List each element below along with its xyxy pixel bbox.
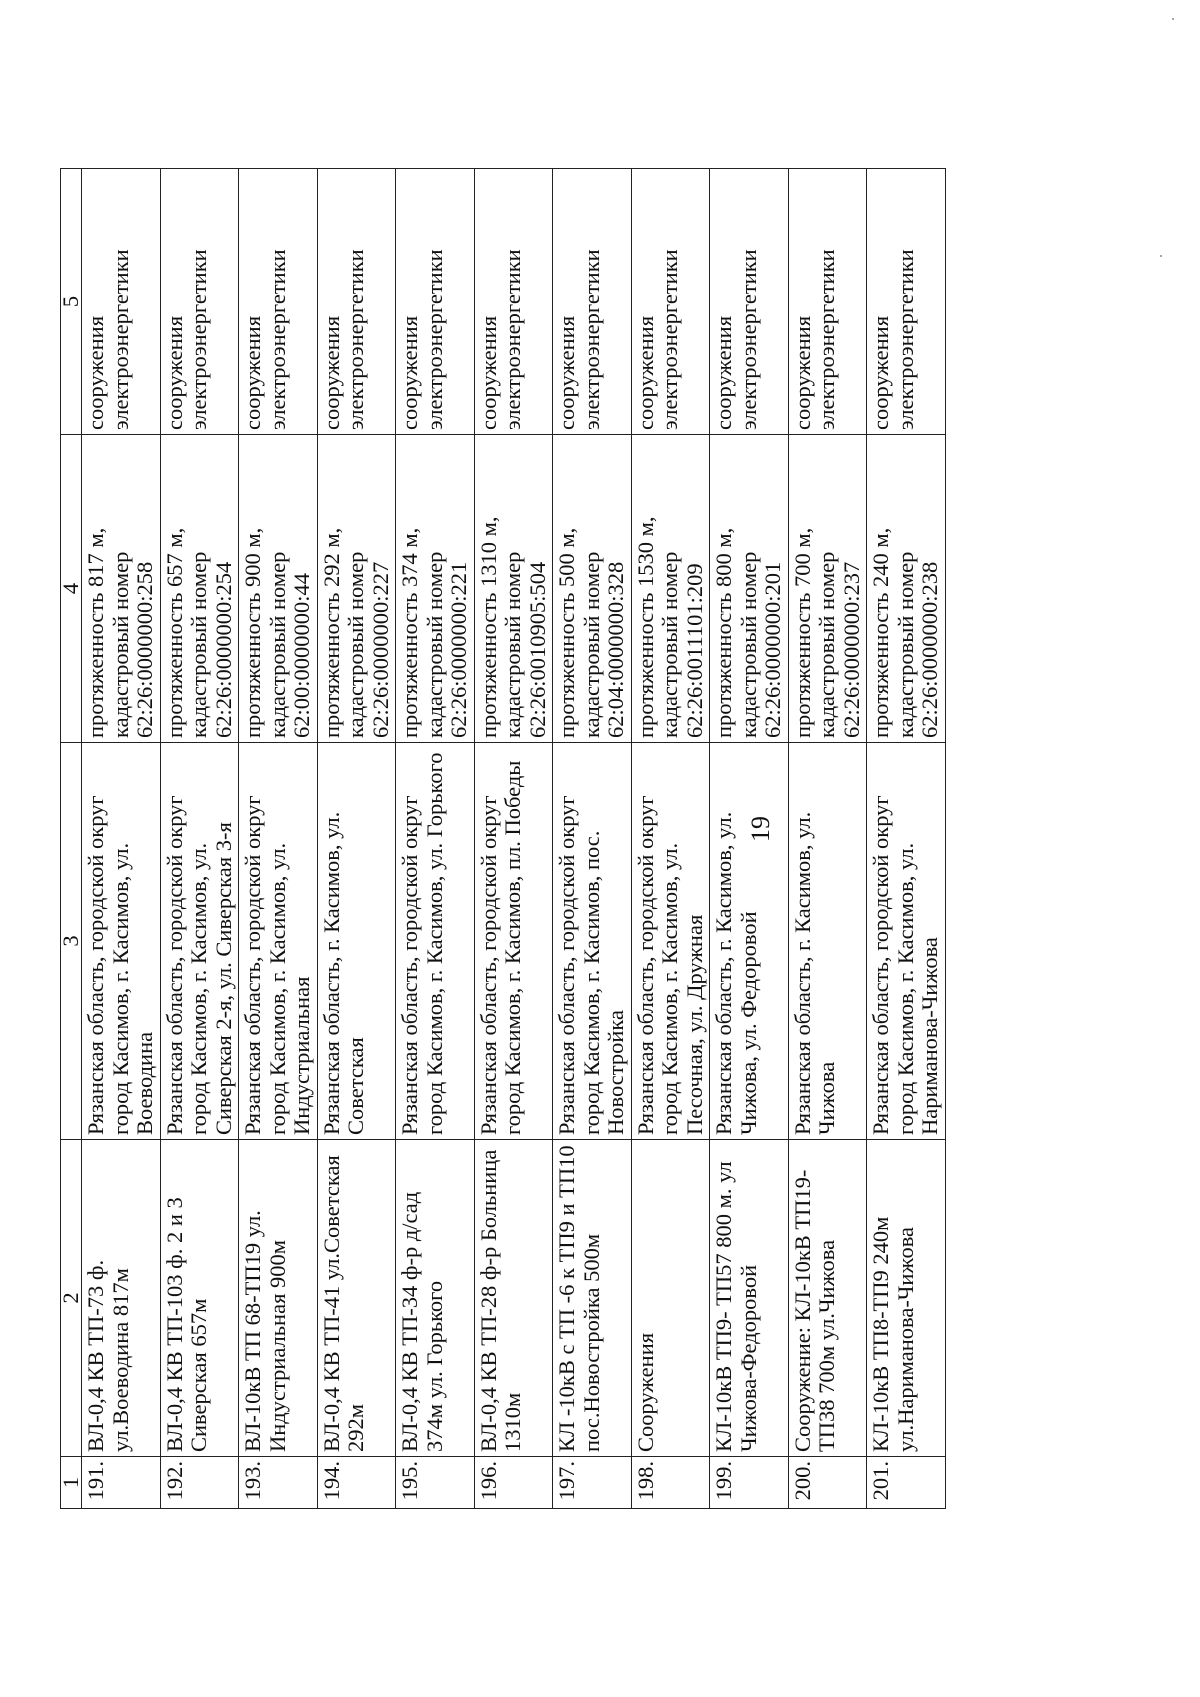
characteristic-line: протяженность 292 м,	[318, 527, 344, 738]
cell-characteristics	[553, 435, 632, 743]
cell-address: Рязанская область, г. Касимов, ул. Советская	[317, 743, 396, 1140]
scan-speck	[1160, 255, 1162, 257]
cell-characteristics	[867, 435, 946, 743]
cell-number: 199.	[710, 1457, 789, 1509]
cell-characteristics	[317, 435, 396, 743]
characteristic-line: протяженность 657 м,	[161, 527, 187, 738]
object-type-line: электроэнергетики	[343, 249, 368, 430]
characteristic-line: кадастровый номер	[735, 551, 761, 738]
table-row	[867, 169, 946, 1509]
characteristic-line: протяженность 1310 м,	[475, 516, 501, 738]
object-type-line: электроэнергетики	[500, 249, 525, 430]
cell-number: 194.	[317, 1457, 396, 1509]
cell-number: 191.	[82, 1457, 161, 1509]
cell-object-name: ВЛ-0,4 КВ ТП-41 ул.Советская 292м	[317, 1140, 396, 1457]
cell-object-name: ВЛ-0,4 КВ ТП-28 ф-р Больница 1310м	[474, 1140, 553, 1457]
object-type-line: электроэнергетики	[814, 249, 839, 430]
table-row	[160, 169, 239, 1509]
characteristic-line: 62:26:0000000:227	[367, 561, 393, 738]
characteristic-line: протяженность 500 м,	[554, 527, 579, 738]
characteristic-line: протяженность 700 м,	[789, 527, 815, 738]
characteristic-line: 62:26:0011101:209	[681, 563, 707, 738]
cell-object-name: КЛ-10кВ ТП8-ТП9 240м ул.Нариманова-Чижова	[867, 1140, 946, 1457]
cell-characteristics	[631, 435, 710, 743]
characteristic-line: кадастровый номер	[107, 551, 133, 738]
characteristic-line: протяженность 900 м,	[240, 527, 265, 738]
characteristic-line: 62:26:0000000:258	[132, 561, 157, 738]
object-type-line: сооружения	[318, 315, 344, 430]
cell-address: Рязанская область, городской округ город Касимов, г. Касимов, ул. Песочная, ул. Дружная	[631, 743, 710, 1140]
cell-characteristics	[396, 435, 475, 743]
page-number: 19	[746, 816, 775, 842]
cell-object-type	[631, 169, 710, 435]
cell-characteristics	[710, 435, 789, 743]
cell-number: 197.	[553, 1457, 632, 1509]
characteristic-line: 62:04:0000000:328	[603, 561, 628, 738]
header-col-3: 3	[61, 743, 82, 1140]
object-type-line: электроэнергетики	[657, 249, 682, 430]
cell-address: Рязанская область, городской округ город Касимов, г. Касимов, пос. Новостройка	[553, 743, 632, 1140]
table-body	[82, 169, 946, 1509]
header-col-2: 2	[61, 1140, 82, 1457]
object-type-line: сооружения	[868, 315, 893, 430]
cell-address: Рязанская область, городской округ город Касимов, г. Касимов, ул. Воеводина	[82, 743, 161, 1140]
cell-address: Рязанская область, городской округ город Касимов, г. Касимов, пл. Победы	[474, 743, 553, 1140]
cell-number: 192.	[160, 1457, 239, 1509]
cell-address: Рязанская область, городской округ город Касимов, г. Касимов, ул. Сиверская 2-я, ул. Сиверская 3-я	[160, 743, 239, 1140]
cell-number: 201.	[867, 1457, 946, 1509]
characteristic-line: кадастровый номер	[657, 551, 682, 738]
cell-object-type	[239, 169, 318, 435]
characteristic-line: 62:26:0000000:238	[917, 561, 942, 738]
cell-characteristics	[474, 435, 553, 743]
table-row	[553, 169, 632, 1509]
cell-object-type	[474, 169, 553, 435]
cell-address: Рязанская область, городской округ город Касимов, г. Касимов, ул. Горького	[396, 743, 475, 1140]
cell-number: 200.	[788, 1457, 867, 1509]
cell-object-type	[82, 169, 161, 435]
object-type-line: электроэнергетики	[421, 249, 447, 430]
characteristic-line: кадастровый номер	[186, 551, 211, 738]
table-row	[317, 169, 396, 1509]
cell-characteristics	[82, 435, 161, 743]
characteristic-line: 62:26:0000000:201	[760, 561, 785, 738]
table-row	[474, 169, 553, 1509]
characteristic-line: кадастровый номер	[578, 551, 604, 738]
object-type-line: сооружения	[240, 315, 265, 430]
characteristic-line: протяженность 800 м,	[711, 527, 736, 738]
characteristic-line: 62:26:0000000:237	[838, 561, 864, 738]
characteristic-line: 62:00:0000000:44	[289, 572, 314, 738]
cell-object-name: Сооружения	[631, 1140, 710, 1457]
object-type-line: сооружения	[83, 315, 108, 430]
object-type-line: электроэнергетики	[735, 249, 761, 430]
cell-address: Рязанская область, г. Касимов, ул. Чижова	[788, 743, 867, 1140]
object-type-line: электроэнергетики	[578, 249, 604, 430]
cell-number: 196.	[474, 1457, 553, 1509]
cell-address: Рязанская область, городской округ город Касимов, г. Касимов, ул. Индустриальная	[239, 743, 318, 1140]
object-type-line: электроэнергетики	[264, 249, 290, 430]
cell-address: Рязанская область, г. Касимов, ул. Чижова, ул. Федоровой	[710, 743, 789, 1140]
characteristic-line: протяженность 817 м,	[83, 527, 108, 738]
object-type-line: сооружения	[711, 315, 736, 430]
scan-speck	[1172, 18, 1174, 20]
cell-object-type	[788, 169, 867, 435]
cell-object-name: ВЛ-10кВ ТП 68-ТП19 ул. Индустриальная 900м	[239, 1140, 318, 1457]
table-row	[710, 169, 789, 1509]
cell-object-type	[553, 169, 632, 435]
cell-object-name: Сооружение: КЛ-10кВ ТП19-ТП38 700м ул.Чижова	[788, 1140, 867, 1457]
characteristic-line: кадастровый номер	[892, 551, 918, 738]
characteristic-line: кадастровый номер	[500, 551, 525, 738]
characteristic-line: кадастровый номер	[343, 551, 368, 738]
header-col-1: 1	[61, 1457, 82, 1509]
cell-object-type	[160, 169, 239, 435]
object-type-line: сооружения	[397, 315, 422, 430]
cell-object-name: КЛ-10кВ ТП9- ТП57 800 м. ул Чижова-Федоровой	[710, 1140, 789, 1457]
object-type-line: электроэнергетики	[186, 249, 211, 430]
characteristic-line: кадастровый номер	[814, 551, 839, 738]
cell-object-type	[317, 169, 396, 435]
header-col-4: 4	[61, 435, 82, 743]
characteristic-line: протяженность 374 м,	[397, 527, 422, 738]
cell-object-type	[710, 169, 789, 435]
cell-object-type	[867, 169, 946, 435]
object-type-line: сооружения	[475, 315, 501, 430]
object-type-line: электроэнергетики	[107, 249, 133, 430]
cell-number: 195.	[396, 1457, 475, 1509]
cell-characteristics	[788, 435, 867, 743]
characteristic-line: кадастровый номер	[264, 551, 290, 738]
characteristic-line: кадастровый номер	[421, 551, 447, 738]
cell-characteristics	[160, 435, 239, 743]
cell-object-name: КЛ -10кВ с ТП -6 к ТП9 и ТП10 пос.Новостройка 500м	[553, 1140, 632, 1457]
object-type-line: сооружения	[161, 315, 187, 430]
cell-address: Рязанская область, городской округ город Касимов, г. Касимов, ул. Нариманова-Чижова	[867, 743, 946, 1140]
table-row	[239, 169, 318, 1509]
characteristic-line: протяженность 240 м,	[868, 527, 893, 738]
characteristic-line: 62:26:0000000:221	[446, 561, 471, 738]
characteristic-line: 62:26:0010905:504	[524, 561, 550, 738]
table-row	[396, 169, 475, 1509]
table-row	[631, 169, 710, 1509]
header-col-5: 5	[61, 169, 82, 435]
object-type-line: электроэнергетики	[892, 249, 918, 430]
cell-object-type	[396, 169, 475, 435]
cell-number: 193.	[239, 1457, 318, 1509]
characteristic-line: 62:26:0000000:254	[210, 561, 236, 738]
table-header-row	[61, 169, 82, 1509]
cell-number: 198.	[631, 1457, 710, 1509]
object-type-line: сооружения	[789, 315, 815, 430]
characteristic-line: протяженность 1530 м,	[632, 516, 658, 738]
cell-object-name: ВЛ-0,4 КВ ТП-103 ф. 2 и 3 Сиверская 657м	[160, 1140, 239, 1457]
cell-object-name: ВЛ-0,4 КВ ТП-73 ф. ул.Воеводина 817м	[82, 1140, 161, 1457]
cell-object-name: ВЛ-0,4 КВ ТП-34 ф-р д/сад 374м ул. Горького	[396, 1140, 475, 1457]
table-row	[82, 169, 161, 1509]
object-type-line: сооружения	[554, 315, 579, 430]
table-row	[788, 169, 867, 1509]
cell-characteristics	[239, 435, 318, 743]
object-type-line: сооружения	[632, 315, 658, 430]
registry-table	[60, 168, 946, 1509]
